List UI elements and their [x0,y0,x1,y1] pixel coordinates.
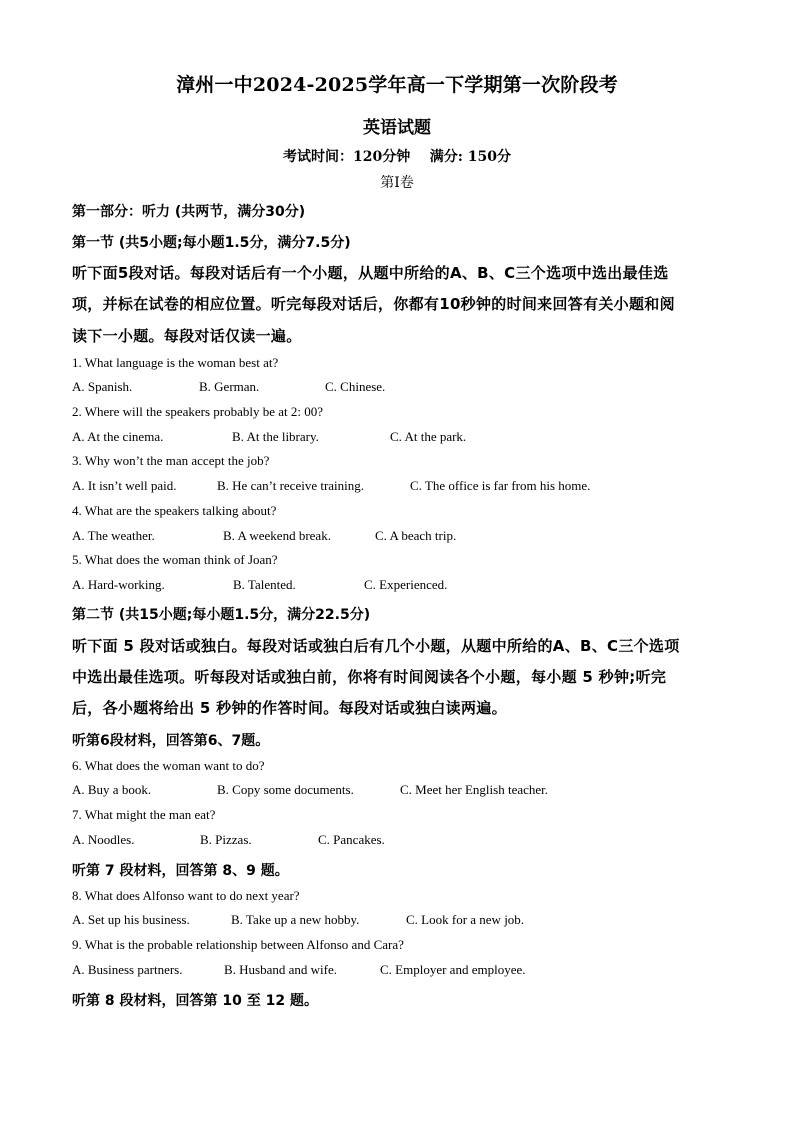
question-stem: 8. What does Alfonso want to do next year? [72,888,300,903]
option-row [72,577,722,595]
exam-info: 考试时间：120分钟 满分: 150分 [283,149,511,165]
question-stem: 3. Why won’t the man accept the job? [72,453,270,468]
material-heading: 听第 8 段材料，回答第 10 至 12 题。 [72,993,318,1009]
option-row [72,379,722,397]
question-stem: 4. What are the speakers talking about? [72,503,277,518]
option-c: C. Pancakes. [318,832,385,847]
option-a: A. It isn’t well paid. [72,478,177,493]
option-a: A. The weather. [72,528,155,543]
question-stem: 9. What is the probable relationship between Alfonso and Cara? [72,937,404,952]
exam-title: 漳州一中2024-2025学年高一下学期第一次阶段考 [176,74,618,96]
option-row [72,478,722,496]
part1-heading: 第一部分：听力 (共两节，满分30分) [72,204,306,220]
section2-instruction-line: 听下面 5 段对话或独白。每段对话或独白后有几个小题，从题中所给的A、B、C三个选项 [72,637,680,655]
option-a: A. Set up his business. [72,912,190,927]
subject-title: 英语试题 [363,118,431,138]
option-c: C. Look for a new job. [406,912,525,927]
option-b: B. German. [199,379,260,394]
material-heading: 听第6段材料，回答第6、7题。 [72,733,270,749]
question-stem: 6. What does the woman want to do? [72,758,265,773]
option-a: A. At the cinema. [72,429,164,444]
option-b: B. Pizzas. [200,832,252,847]
option-row [72,782,722,800]
question-stem: 2. Where will the speakers probably be at 2: 00? [72,404,324,419]
option-c: C. Employer and employee. [380,962,526,977]
section1-instruction-line: 听下面5段对话。每段对话后有一个小题，从题中所给的A、B、C三个选项中选出最佳选 [72,264,669,282]
section2-instruction-line: 中选出最佳选项。听每段对话或独白前，你将有时间阅读各个小题，每小题 5 秒钟;听完 [72,668,667,686]
option-c: C. At the park. [390,429,467,444]
section2-heading: 第二节 (共15小题;每小题1.5分，满分22.5分) [72,607,371,623]
option-c: C. Experienced. [364,577,448,592]
option-a: A. Buy a book. [72,782,152,797]
option-row [72,962,722,980]
option-b: B. Copy some documents. [217,782,354,797]
section1-instruction-line: 读下一小题。每段对话仅读一遍。 [72,327,302,345]
option-row [72,528,722,546]
section2-instruction-line: 后，各小题将给出 5 秒钟的作答时间。每段对话或独白读两遍。 [72,699,507,717]
volume-label: 第Ⅰ卷 [380,175,414,191]
section1-instruction-line: 项，并标在试卷的相应位置。听完每段对话后，你都有10秒钟的时间来回答有关小题和阅 [72,295,675,313]
question-stem: 7. What might the man eat? [72,807,216,822]
question-stem: 1. What language is the woman best at? [72,355,279,370]
option-a: A. Spanish. [72,379,133,394]
option-b: B. At the library. [232,429,319,444]
section1-heading: 第一节 (共5小题;每小题1.5分，满分7.5分) [72,235,351,251]
option-a: A. Hard-working. [72,577,165,592]
option-row [72,912,722,930]
option-b: B. Take up a new hobby. [231,912,360,927]
option-a: A. Business partners. [72,962,183,977]
option-c: C. Meet her English teacher. [400,782,549,797]
option-b: B. Husband and wife. [224,962,338,977]
question-stem: 5. What does the woman think of Joan? [72,552,278,567]
option-b: B. Talented. [233,577,296,592]
option-c: C. A beach trip. [375,528,457,543]
option-b: B. He can’t receive training. [217,478,365,493]
option-row [72,832,722,850]
material-heading: 听第 7 段材料，回答第 8、9 题。 [72,863,289,879]
option-c: C. The office is far from his home. [410,478,591,493]
option-a: A. Noodles. [72,832,135,847]
option-b: B. A weekend break. [223,528,331,543]
option-c: C. Chinese. [325,379,386,394]
option-row [72,429,722,447]
